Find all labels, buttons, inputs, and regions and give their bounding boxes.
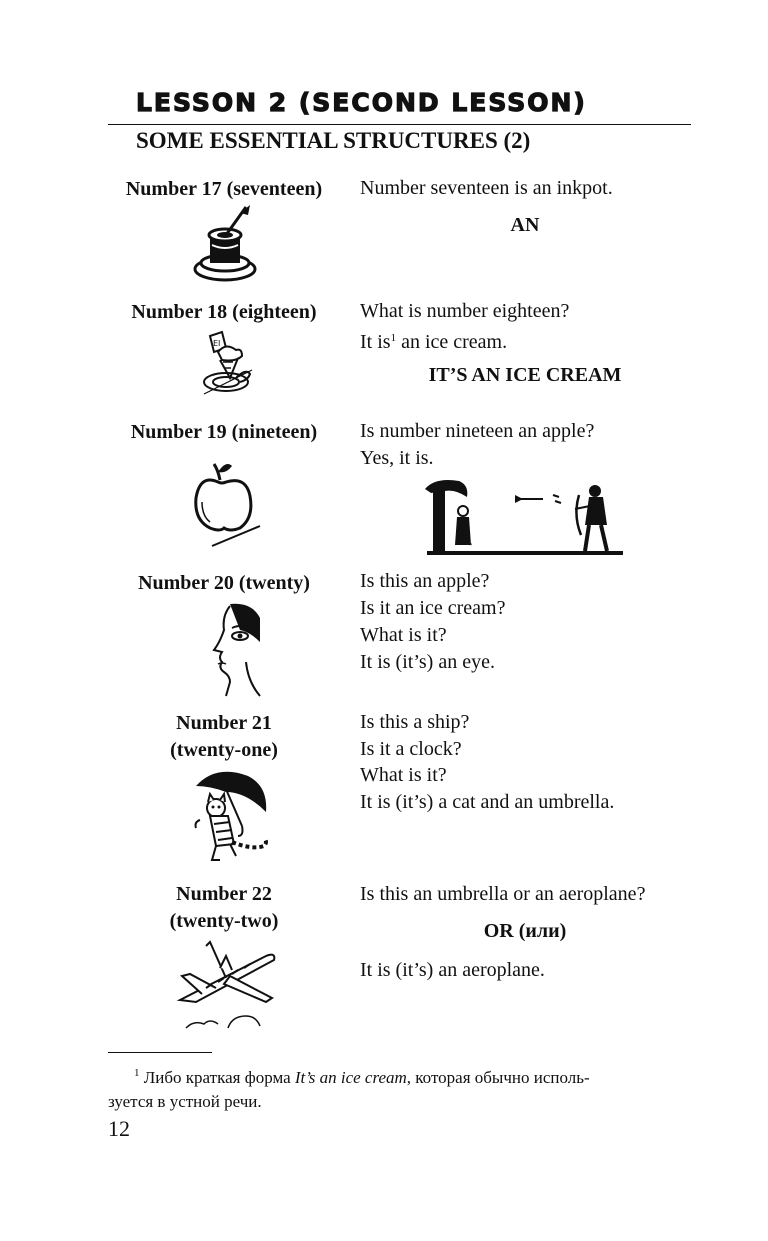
row-22-label-2: (twenty-two) — [169, 910, 279, 932]
row-17-line-1: Number seventeen is an inkpot. — [360, 177, 613, 199]
header-rule — [108, 124, 691, 125]
row-21-line-3: What is it? — [360, 764, 447, 786]
row-20-line-4: It is (it’s) an eye. — [360, 651, 495, 673]
cat-umbrella-icon — [186, 766, 274, 866]
svg-text:EI: EI — [213, 339, 221, 348]
row-21-label-1: Number 21 — [176, 712, 272, 734]
row-22-emphasis: OR (или) — [483, 920, 567, 942]
footnote: $^1$ Либо краткая форма It’s an ice cream, которая обычно исполь- зуется в устной речи. — [108, 1067, 590, 1111]
row-19-line-2: Yes, it is. — [360, 447, 434, 469]
row-18-label: Number 18 (eighteen) — [131, 301, 317, 323]
row-17-emphasis: AN — [510, 214, 540, 236]
row-21-line-2: Is it a clock? — [360, 738, 462, 760]
section-subtitle: SOME ESSENTIAL STRUCTURES (2) — [136, 128, 531, 153]
footnote-reference[interactable]: 1 — [390, 332, 397, 344]
page-number: 12 — [108, 1116, 130, 1141]
row-18-line-2: It $is^1$ an ice cream. — [360, 331, 508, 353]
apple-icon — [188, 458, 268, 548]
row-18-line-1: What is number eighteen? — [360, 300, 570, 322]
aeroplane-icon — [176, 940, 280, 1030]
inkpot-icon — [190, 205, 260, 285]
row-22-line-2: It is (it’s) an aeroplane. — [360, 959, 545, 981]
row-17-label: Number 17 (seventeen) — [125, 178, 323, 200]
row-22-line-1: Is this an umbrella or an aeroplane? — [360, 883, 646, 905]
archer-scene-icon — [425, 475, 625, 557]
row-21-line-1: Is this a ship? — [360, 711, 470, 733]
ice-cream-icon — [196, 328, 260, 398]
footnote-rule — [108, 1052, 212, 1053]
row-19-line-1: Is number nineteen an apple? — [360, 420, 595, 442]
footnote-mark: 1 — [134, 1067, 140, 1079]
row-22-label-1: Number 22 — [176, 883, 272, 905]
row-20-line-1: Is this an apple? — [360, 570, 490, 592]
footnote-line-2: зуется в устной речи. — [108, 1092, 262, 1111]
svg-text:": " — [469, 542, 473, 551]
row-21-label-2: (twenty-one) — [170, 739, 278, 761]
row-19-label: Number 19 (nineteen) — [130, 421, 318, 443]
row-21-line-4: It is (it’s) a cat and an umbrella. — [360, 791, 615, 813]
lesson-title: LESSON 2 (SECOND LESSON) — [136, 88, 587, 117]
row-20-label: Number 20 (twenty) — [138, 572, 310, 594]
row-20-line-2: Is it an ice cream? — [360, 597, 506, 619]
footnote-italic: It’s an ice cream — [294, 1068, 407, 1087]
face-eye-icon — [200, 602, 264, 698]
row-20-line-3: What is it? — [360, 624, 447, 646]
row-18-emphasis: IT’S AN ICE CREAM — [428, 364, 622, 386]
